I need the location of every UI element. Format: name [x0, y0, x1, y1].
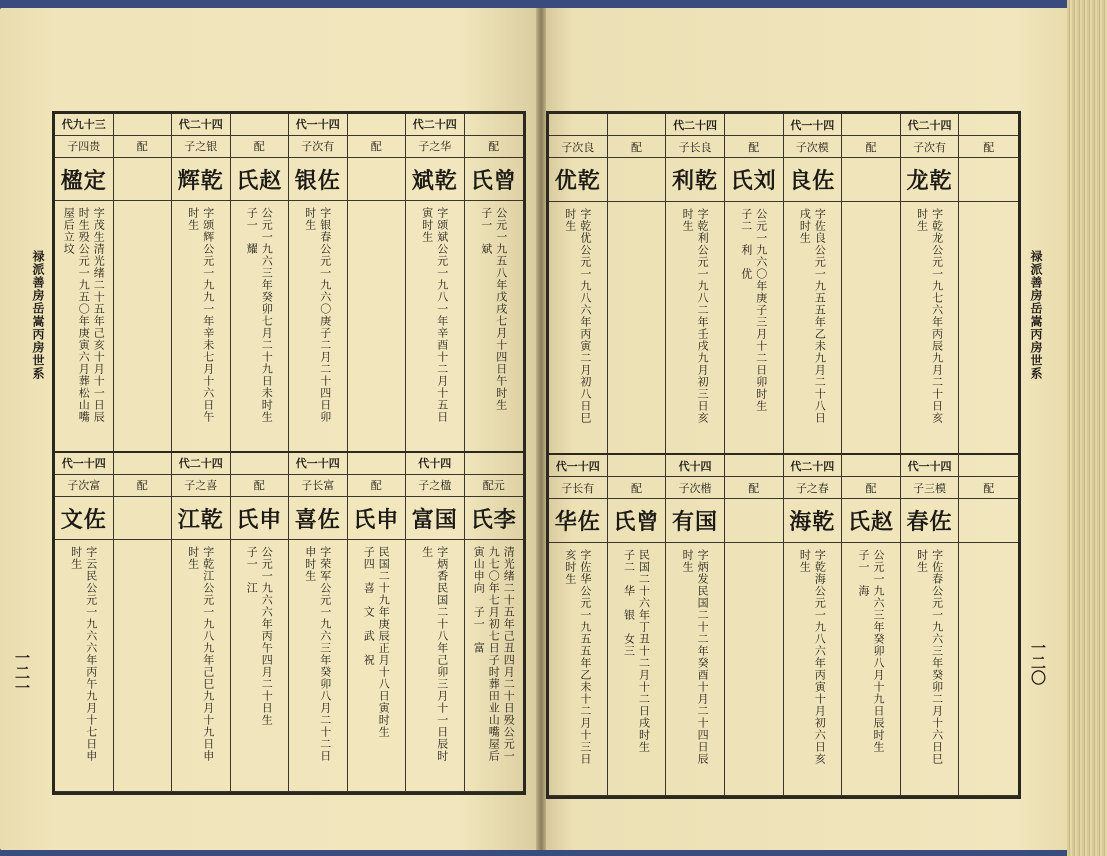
- lower-record-cell-4: [289, 540, 348, 792]
- body-text: 字乾利公元一九八二年壬戌九月初三日亥 时生: [681, 208, 710, 424]
- rel-text: 子次模: [795, 140, 829, 154]
- gen-text: 代一十四: [61, 457, 106, 471]
- lower-generation-cell-4: [289, 453, 348, 475]
- rel-text: 子长有: [561, 481, 595, 495]
- body-text: 公元一九六六年丙午四月二十日生 子一 江: [245, 546, 274, 727]
- lower-generation-cell-5: [348, 453, 407, 475]
- lower-generation-cell-1: [114, 453, 173, 475]
- lower-record-cell-1: [608, 543, 667, 796]
- upper-generation-cell-7: [959, 114, 1018, 136]
- lower-generation-cell-0: [549, 455, 608, 477]
- lower-name-cell-2: [172, 497, 231, 541]
- body-text: 字佐春公元一九六三年癸卯二月十六日巳 时生: [915, 549, 944, 765]
- name-text: 龙乾: [906, 168, 953, 194]
- body-text: 字炳发民国二十二年癸酉十月二十四日辰 时生: [681, 549, 710, 765]
- book-gutter: [536, 8, 546, 850]
- upper-name-cell-3: [231, 158, 290, 202]
- upper-generation-cell-6: [901, 114, 960, 136]
- body-text: 字银春公元一九六〇庚子二月二十四日卯 时生: [303, 207, 332, 424]
- rel-text: 子之春: [795, 481, 829, 495]
- lower-relation-cell-7: [959, 477, 1018, 499]
- lower-record-cell-3: [725, 543, 784, 796]
- name-text: 氏申: [353, 506, 400, 533]
- name-text: 海乾: [789, 509, 836, 535]
- rel-text: 子长富: [301, 479, 335, 493]
- lower-relation-cell-2: [172, 475, 231, 497]
- upper-name-cell-4: [289, 158, 348, 202]
- upper-name-cell-7: [465, 158, 524, 202]
- rel-text: 配: [865, 481, 877, 495]
- rel-text: 子次富: [67, 479, 101, 493]
- upper-generation-cell-4: [289, 114, 348, 136]
- rel-text: 子之银: [184, 140, 218, 154]
- upper-relation-cell-7: [465, 136, 524, 158]
- lower-name-cell-6: [406, 497, 465, 541]
- lower-generation-cell-6: [406, 453, 465, 475]
- lower-relation-cell-6: [406, 475, 465, 497]
- upper-record-cell-3: [725, 202, 784, 455]
- lower-relation-cell-4: [784, 477, 843, 499]
- lower-record-cell-0: [55, 540, 114, 792]
- gen-text: 代十四: [678, 459, 712, 473]
- upper-name-cell-6: [406, 158, 465, 202]
- body-text: 公元一九六〇年庚子三月十二日卯时生 子二 利 优: [739, 208, 768, 412]
- upper-generation-cell-5: [348, 114, 407, 136]
- lower-relation-cell-1: [608, 477, 667, 499]
- rel-text: 子之楹: [418, 479, 452, 493]
- body-text: 字乾江公元一九八九年己巳九月十九日申 时生: [186, 546, 215, 763]
- rel-text: 配: [748, 481, 760, 495]
- rel-text: 配: [748, 140, 760, 154]
- upper-generation-cell-2: [172, 114, 231, 136]
- upper-record-cell-2: [666, 202, 725, 455]
- name-text: 银佐: [294, 167, 341, 194]
- lower-relation-cell-2: [666, 477, 725, 499]
- name-text: 氏李: [470, 506, 517, 533]
- upper-record-cell-6: [406, 201, 465, 453]
- rel-text: 配: [253, 479, 265, 493]
- lower-relation-cell-0: [549, 477, 608, 499]
- name-text: 有国: [672, 509, 719, 535]
- rel-text: 子次良: [561, 140, 595, 154]
- body-text: 字颂辉公元一九九一年辛未七月十六日午 时生: [186, 207, 215, 424]
- upper-record-cell-5: [842, 202, 901, 455]
- lower-generation-cell-7: [959, 455, 1018, 477]
- lower-record-cell-0: [549, 543, 608, 796]
- upper-name-cell-1: [608, 158, 667, 202]
- upper-generation-cell-1: [608, 114, 667, 136]
- right-page-number: 一二〇: [1029, 640, 1047, 685]
- lower-generation-cell-3: [231, 453, 290, 475]
- upper-generation-cell-3: [725, 114, 784, 136]
- body-text: 民国二十六年丁丑十二月十二日戌时生 子二 华 银 女三: [622, 549, 651, 753]
- gen-text: 代一十四: [555, 459, 600, 473]
- lower-relation-cell-5: [348, 475, 407, 497]
- lower-name-cell-4: [289, 497, 348, 541]
- upper-record-cell-0: [55, 201, 114, 453]
- rel-text: 配: [865, 140, 877, 154]
- upper-relation-cell-4: [289, 136, 348, 158]
- upper-generation-cell-1: [114, 114, 173, 136]
- lower-name-cell-7: [959, 499, 1018, 543]
- lower-record-cell-4: [784, 543, 843, 796]
- body-text: 字乾优公元一九八六年丙寅二月初八日巳 时生: [563, 208, 592, 424]
- rel-text: 配: [630, 140, 642, 154]
- lower-name-cell-1: [114, 497, 173, 541]
- rel-text: 子次有: [913, 140, 947, 154]
- rel-text: 子三模: [913, 481, 947, 495]
- gen-text: 代九十三: [61, 118, 106, 132]
- name-text: 良佐: [789, 168, 836, 194]
- lower-relation-cell-4: [289, 475, 348, 497]
- upper-name-cell-6: [901, 158, 960, 202]
- upper-relation-cell-6: [406, 136, 465, 158]
- gen-text: 代十四: [418, 457, 452, 471]
- upper-record-cell-6: [901, 202, 960, 455]
- lower-relation-cell-3: [231, 475, 290, 497]
- name-text: 氏申: [236, 506, 283, 533]
- name-text: 氏曾: [470, 167, 517, 194]
- lower-name-cell-7: [465, 497, 524, 541]
- name-text: 辉乾: [177, 167, 224, 194]
- name-text: 优乾: [554, 168, 601, 194]
- body-text: 字乾龙公元一九七六年丙辰九月二十日亥 时生: [915, 208, 944, 424]
- lower-record-cell-7: [959, 543, 1018, 796]
- upper-generation-cell-3: [231, 114, 290, 136]
- gen-text: 代二十四: [790, 459, 835, 473]
- lower-record-cell-6: [901, 543, 960, 796]
- body-text: 公元一九六三年癸卯八月十九日辰时生 子一 海: [856, 549, 885, 753]
- name-text: 富国: [411, 506, 458, 533]
- lower-generation-cell-3: [725, 455, 784, 477]
- name-text: 氏刘: [730, 168, 777, 194]
- lower-generation-cell-5: [842, 455, 901, 477]
- lower-record-cell-5: [842, 543, 901, 796]
- lower-record-cell-7: [465, 540, 524, 792]
- lower-generation-cell-0: [55, 453, 114, 475]
- lower-record-cell-6: [406, 540, 465, 792]
- gen-text: 代二十四: [673, 118, 718, 132]
- upper-record-cell-1: [114, 201, 173, 453]
- lower-generation-cell-6: [901, 455, 960, 477]
- lower-record-cell-1: [114, 540, 173, 792]
- gen-text: 代二十四: [907, 118, 952, 132]
- right-side-label: 禄派善房岳嵩丙房世系: [1029, 250, 1043, 380]
- name-text: 华佐: [554, 509, 601, 535]
- upper-name-cell-5: [348, 158, 407, 202]
- rel-text: 配元: [482, 479, 505, 493]
- upper-generation-cell-0: [55, 114, 114, 136]
- lower-name-cell-2: [666, 499, 725, 543]
- upper-record-cell-4: [289, 201, 348, 453]
- rel-text: 子长良: [678, 140, 712, 154]
- right-genealogy-table: [546, 111, 1021, 799]
- upper-record-cell-5: [348, 201, 407, 453]
- upper-relation-cell-3: [231, 136, 290, 158]
- upper-relation-cell-5: [348, 136, 407, 158]
- lower-name-cell-1: [608, 499, 667, 543]
- body-text: 字云民公元一九六六年丙午九月十七日申 时生: [69, 546, 98, 763]
- rel-text: 配: [983, 481, 995, 495]
- gen-text: 代二十四: [178, 457, 223, 471]
- lower-relation-cell-0: [55, 475, 114, 497]
- gen-text: 代一十四: [907, 459, 952, 473]
- upper-generation-cell-6: [406, 114, 465, 136]
- upper-relation-cell-2: [666, 136, 725, 158]
- rel-text: 配: [370, 140, 382, 154]
- body-text: 清光绪二十五年己丑四月二十日殁公元一 九七〇年七月初七日子时葬田业山嘴屋后 寅山申向 子一 富: [472, 546, 516, 763]
- upper-name-cell-1: [114, 158, 173, 202]
- body-text: 民国二十九年庚辰正月十八日寅时生 子四 喜 文 武 祝: [362, 546, 391, 739]
- upper-name-cell-7: [959, 158, 1018, 202]
- name-text: 利乾: [672, 168, 719, 194]
- lower-name-cell-3: [725, 499, 784, 543]
- name-text: 氏赵: [847, 509, 894, 535]
- upper-generation-cell-0: [549, 114, 608, 136]
- upper-record-cell-2: [172, 201, 231, 453]
- upper-relation-cell-5: [842, 136, 901, 158]
- lower-relation-cell-3: [725, 477, 784, 499]
- upper-name-cell-4: [784, 158, 843, 202]
- left-side-label: 禄派善房岳嵩丙房世系: [31, 250, 45, 380]
- rel-text: 子次楷: [678, 481, 712, 495]
- body-text: 字茂生清光绪二十五年己亥十月十一日辰 时生殁公元一九五〇年庚寅六月葬松山嘴 屋后立坟: [62, 207, 106, 424]
- lower-record-cell-2: [666, 543, 725, 796]
- upper-name-cell-3: [725, 158, 784, 202]
- name-text: 喜佐: [294, 506, 341, 533]
- upper-relation-cell-1: [114, 136, 173, 158]
- rel-text: 配: [630, 481, 642, 495]
- upper-relation-cell-0: [549, 136, 608, 158]
- gen-text: 代二十四: [412, 118, 457, 132]
- upper-record-cell-7: [959, 202, 1018, 455]
- name-text: 文佐: [60, 506, 107, 533]
- body-text: 字佐华公元一九五五年乙未十二月十三日 亥时生: [563, 549, 592, 765]
- lower-relation-cell-7: [465, 475, 524, 497]
- lower-name-cell-3: [231, 497, 290, 541]
- upper-relation-cell-7: [959, 136, 1018, 158]
- upper-generation-cell-2: [666, 114, 725, 136]
- upper-record-cell-7: [465, 201, 524, 453]
- upper-name-cell-5: [842, 158, 901, 202]
- upper-record-cell-0: [549, 202, 608, 455]
- gen-text: 代一十四: [295, 118, 340, 132]
- rel-text: 子次有: [301, 140, 335, 154]
- rel-text: 配: [136, 140, 148, 154]
- lower-name-cell-6: [901, 499, 960, 543]
- lower-record-cell-5: [348, 540, 407, 792]
- rel-text: 配: [253, 140, 265, 154]
- name-text: 江乾: [177, 506, 224, 533]
- lower-record-cell-3: [231, 540, 290, 792]
- body-text: 字荣军公元一九六三年癸卯八月二十二日 申时生: [303, 546, 332, 763]
- lower-name-cell-0: [549, 499, 608, 543]
- gen-text: 代一十四: [790, 118, 835, 132]
- upper-name-cell-0: [549, 158, 608, 202]
- lower-generation-cell-2: [172, 453, 231, 475]
- name-text: 氏赵: [236, 167, 283, 194]
- upper-relation-cell-2: [172, 136, 231, 158]
- upper-generation-cell-5: [842, 114, 901, 136]
- upper-relation-cell-0: [55, 136, 114, 158]
- gen-text: 代二十四: [178, 118, 223, 132]
- name-text: 斌乾: [411, 167, 458, 194]
- upper-record-cell-4: [784, 202, 843, 455]
- rel-text: 配: [488, 140, 500, 154]
- rel-text: 配: [983, 140, 995, 154]
- upper-generation-cell-4: [784, 114, 843, 136]
- body-text: 公元一九六三年癸卯七月二十九日未时生 子一 耀: [245, 207, 274, 424]
- rel-text: 子之喜: [184, 479, 218, 493]
- rel-text: 配: [370, 479, 382, 493]
- upper-name-cell-2: [666, 158, 725, 202]
- body-text: 字乾海公元一九八六年丙寅十月初六日亥 时生: [798, 549, 827, 765]
- lower-relation-cell-1: [114, 475, 173, 497]
- name-text: 氏曾: [613, 509, 660, 535]
- rel-text: 子之华: [418, 140, 452, 154]
- page-edges: [1067, 0, 1107, 856]
- rel-text: 配: [136, 479, 148, 493]
- lower-name-cell-0: [55, 497, 114, 541]
- rel-text: 子四贵: [67, 140, 101, 154]
- lower-generation-cell-2: [666, 455, 725, 477]
- name-text: 楹定: [60, 167, 107, 194]
- upper-relation-cell-6: [901, 136, 960, 158]
- lower-generation-cell-7: [465, 453, 524, 475]
- upper-record-cell-3: [231, 201, 290, 453]
- lower-generation-cell-4: [784, 455, 843, 477]
- body-text: 字颂斌公元一九八一年辛酉十二月十五日 寅时生: [420, 207, 449, 424]
- upper-relation-cell-1: [608, 136, 667, 158]
- upper-generation-cell-7: [465, 114, 524, 136]
- lower-generation-cell-1: [608, 455, 667, 477]
- left-genealogy-table: [52, 111, 526, 795]
- lower-name-cell-5: [842, 499, 901, 543]
- gen-text: 代一十四: [295, 457, 340, 471]
- upper-relation-cell-4: [784, 136, 843, 158]
- upper-relation-cell-3: [725, 136, 784, 158]
- body-text: 公元一九五八年戊戌七月十四日午时生 子一 斌: [479, 207, 508, 412]
- name-text: 春佐: [906, 509, 953, 535]
- lower-relation-cell-5: [842, 477, 901, 499]
- body-text: 字佐良公元一九五五年乙未九月二十八日 戌时生: [798, 208, 827, 424]
- lower-name-cell-4: [784, 499, 843, 543]
- body-text: 字炳香民国二十八年己卯三月十一日辰时 生: [420, 546, 449, 763]
- lower-relation-cell-6: [901, 477, 960, 499]
- lower-name-cell-5: [348, 497, 407, 541]
- upper-name-cell-0: [55, 158, 114, 202]
- left-page-number: 一二一: [13, 650, 31, 695]
- upper-record-cell-1: [608, 202, 667, 455]
- upper-name-cell-2: [172, 158, 231, 202]
- lower-record-cell-2: [172, 540, 231, 792]
